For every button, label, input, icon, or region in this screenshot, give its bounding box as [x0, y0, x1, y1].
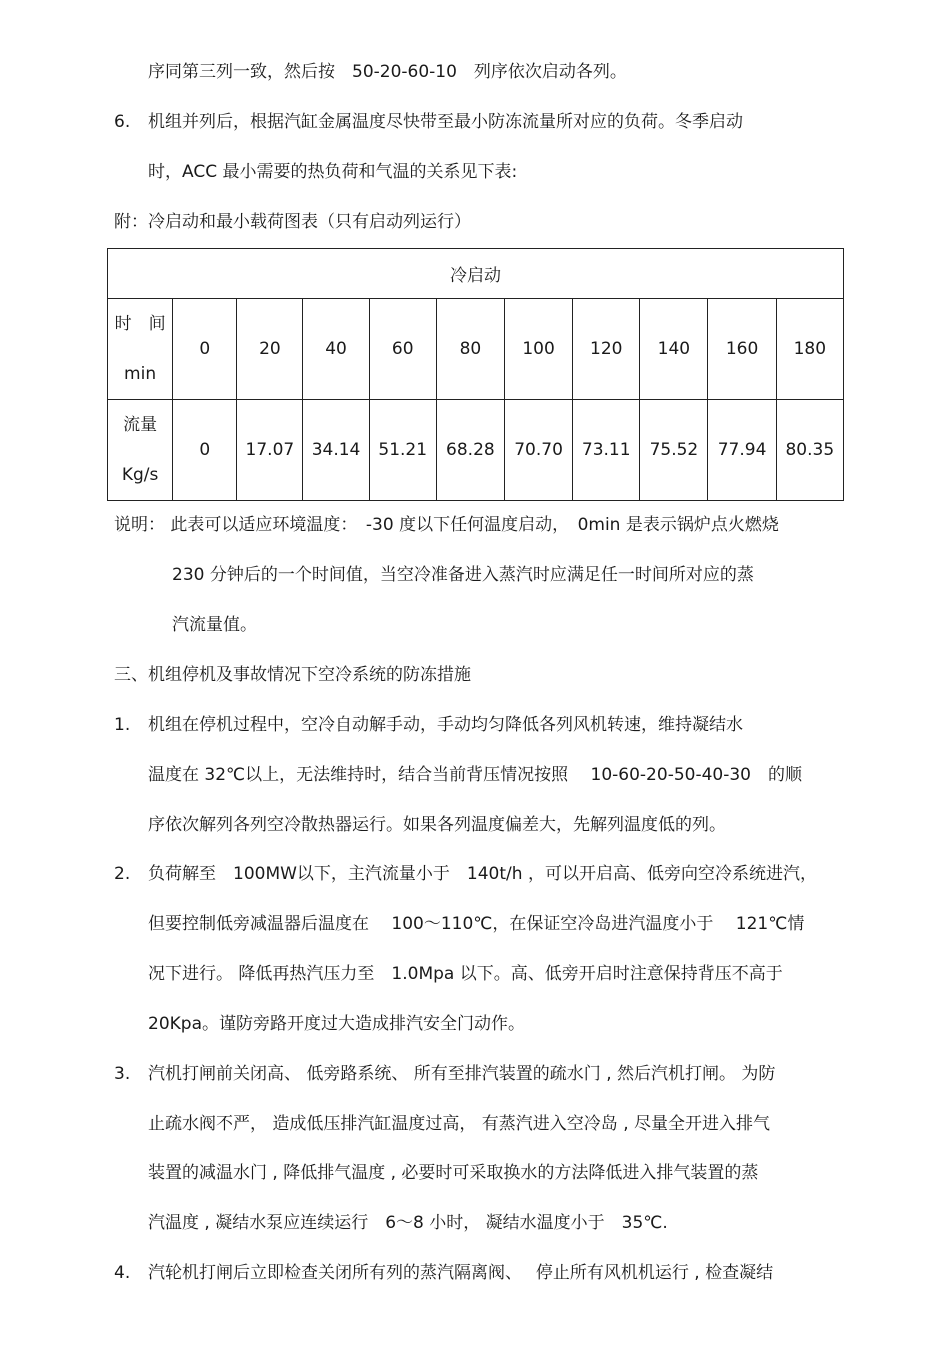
item-line: 机组在停机过程中，空冷自动解手动，手动均匀降低各列风机转速，维持凝结水 [148, 715, 743, 735]
item-line: 汽机打闸前关闭高、 低旁路系统、 所有至排汽装置的疏水门 , 然后汽机打闸。 为防 [148, 1064, 776, 1084]
flow-cell: 80.35 [776, 400, 843, 501]
flow-unit: Kg/s [121, 465, 159, 485]
item-number: 1. [114, 715, 131, 735]
time-header [108, 299, 173, 400]
time-cell: 180 [776, 299, 843, 400]
item-number: 3. [114, 1064, 131, 1084]
item-number-6: 6. [114, 112, 131, 132]
note-line: 汽流量值。 [172, 615, 257, 635]
flow-cell: 17.07 [237, 400, 303, 501]
paragraph-line: 时，ACC 最小需要的热负荷和气温的关系见下表: [148, 162, 518, 182]
item-number: 2. [114, 864, 131, 884]
time-row [108, 299, 844, 400]
flow-cell: 73.11 [573, 400, 640, 501]
table-title: 冷启动 [108, 249, 844, 299]
paragraph-line: 机组并列后，根据汽缸金属温度尽快带至最小防冻流量所对应的负荷。冬季启动 [148, 112, 743, 132]
time-cell: 20 [237, 299, 303, 400]
flow-cell: 77.94 [708, 400, 776, 501]
time-cell: 80 [436, 299, 504, 400]
flow-cell: 51.21 [369, 400, 436, 501]
item-line: 止疏水阀不严， 造成低压排汽缸温度过高， 有蒸汽进入空冷岛 , 尽量全开进入排气 [148, 1114, 771, 1134]
flow-row [108, 400, 844, 501]
time-cell: 120 [573, 299, 640, 400]
time-cell: 140 [640, 299, 708, 400]
table-caption: 附：冷启动和最小载荷图表（只有启动列运行） [114, 212, 471, 232]
flow-label: 流量 [123, 415, 158, 435]
time-cell: 0 [173, 299, 237, 400]
note-line: 230 分钟后的一个时间值，当空冷准备进入蒸汽时应满足任一时间所对应的蒸 [172, 565, 754, 585]
flow-cell: 75.52 [640, 400, 708, 501]
time-label: 时 间 [114, 314, 166, 334]
paragraph-line: 序同第三列一致，然后按 50-20-60-10 列序依次启动各列。 [148, 62, 627, 82]
item-line: 但要控制低旁减温器后温度在 100～110℃，在保证空冷岛进汽温度小于 121℃情 [148, 914, 805, 934]
item-number: 4. [114, 1263, 131, 1283]
flow-cell: 70.70 [504, 400, 572, 501]
flow-cell: 0 [173, 400, 237, 501]
item-line: 汽轮机打闸后立即检查关闭所有列的蒸汽隔离阀、 停止所有风机机运行 , 检查凝结 [148, 1263, 774, 1283]
cold-start-table [107, 248, 844, 501]
time-cell: 40 [303, 299, 369, 400]
section-heading: 三、机组停机及事故情况下空冷系统的防冻措施 [114, 665, 471, 685]
time-cell: 160 [708, 299, 776, 400]
time-cell: 60 [369, 299, 436, 400]
time-unit: min [124, 364, 157, 384]
flow-cell: 68.28 [436, 400, 504, 501]
item-line: 装置的减温水门 , 降低排气温度 , 必要时可采取换水的方法降低进入排气装置的蒸 [148, 1163, 759, 1183]
item-line: 温度在 32℃以上，无法维持时，结合当前背压情况按照 10-60-20-50-40-30 的顺 [148, 765, 802, 785]
item-line: 况下进行。 降低再热汽压力至 1.0Mpa 以下。高、低旁开启时注意保持背压不高于 [148, 964, 783, 984]
item-line: 序依次解列各列空冷散热器运行。如果各列温度偏差大，先解列温度低的列。 [148, 815, 726, 835]
flow-cell: 34.14 [303, 400, 369, 501]
flow-header [108, 400, 173, 501]
note-line: 说明： 此表可以适应环境温度： -30 度以下任何温度启动， 0min 是表示锅炉点火燃烧 [114, 515, 779, 535]
item-line: 汽温度 , 凝结水泵应连续运行 6～8 小时， 凝结水温度小于 35℃. [148, 1213, 668, 1233]
time-cell: 100 [504, 299, 572, 400]
item-line: 20Kpa。谨防旁路开度过大造成排汽安全门动作。 [148, 1014, 525, 1034]
item-line: 负荷解至 100MW以下，主汽流量小于 140t/h ，可以开启高、低旁向空冷系统进汽， [148, 864, 817, 884]
